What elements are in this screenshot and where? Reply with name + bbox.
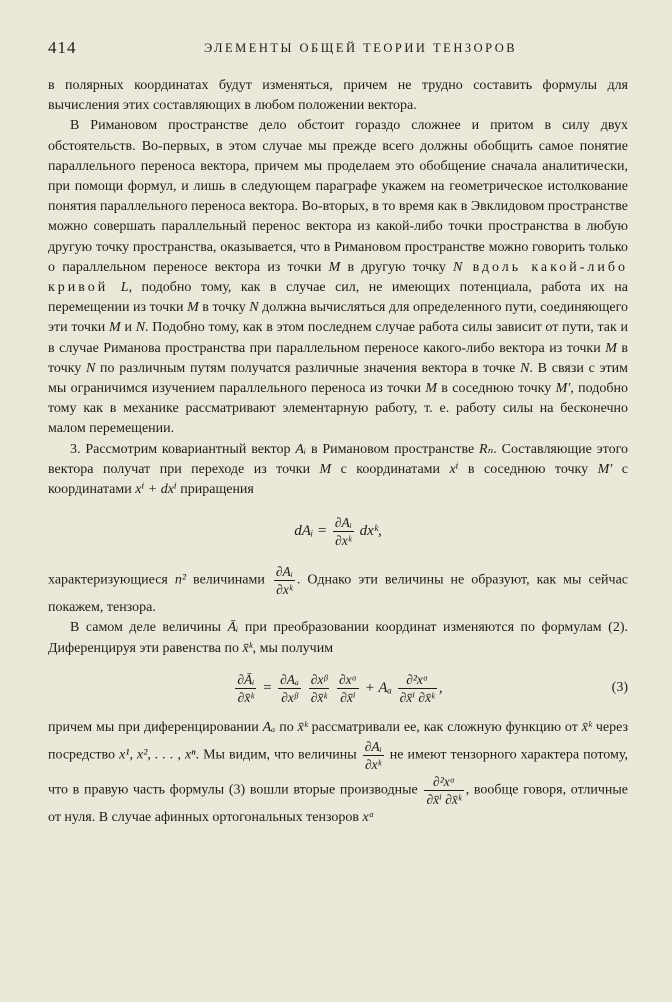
text: в другую точку (340, 259, 454, 275)
text: приращения (176, 482, 254, 498)
symbol-n-squared: n² (174, 572, 187, 588)
equation-3 (48, 671, 628, 706)
symbol-n: N (453, 259, 463, 275)
symbol-m-prime: M′ (555, 381, 571, 397)
text: в точку (198, 300, 250, 316)
page-number: 414 (48, 38, 77, 57)
text: рассматривали ее, как сложную функцию от (307, 719, 582, 735)
symbol-n: N (85, 360, 96, 376)
eq1-rhs: dxᵏ, (359, 523, 382, 540)
numerator: ∂xᵝ (310, 671, 328, 687)
eq1-lhs: dAᵢ = (294, 523, 328, 540)
paragraph-6 (48, 718, 628, 828)
fraction (235, 671, 256, 706)
text: в точку (48, 340, 628, 376)
text: 3. Рассмотрим ковариантный вектор (70, 441, 296, 457)
fraction (309, 671, 330, 706)
symbol-x-i: xⁱ (449, 461, 459, 477)
equation-1 (48, 514, 628, 549)
paragraph-1: в полярных координатах будут изменяться, причем не трудно составить формулы для вычисления этих составляющих в любом положении вектора. (48, 78, 628, 114)
text: В самом деле величины (70, 620, 228, 636)
numerator: ∂²xᵅ (424, 773, 463, 791)
symbol-m: M (319, 461, 332, 477)
page-header (48, 38, 628, 62)
text: , мы получим (252, 640, 334, 656)
text: в соседнюю точку (458, 461, 598, 477)
text: по (275, 719, 298, 735)
fraction (278, 671, 301, 706)
denominator: ∂xᵏ (276, 582, 293, 598)
text: по различным путям получатся различные значения вектора в точке (95, 360, 521, 376)
numerator: ∂Āᵢ (237, 671, 255, 687)
numerator: ∂Aᵢ (364, 739, 382, 755)
symbol-n: N (135, 320, 146, 336)
denominator: ∂x̄ᵏ (310, 689, 328, 705)
text: , подобно тому как в механике рассматривают элементарную работу, т. е. работу силы на бесконечно малом перемещении. (48, 381, 628, 437)
spaced-text: вдоль какой-либо кривой (48, 259, 628, 296)
numerator: ∂Aₐ (280, 671, 299, 687)
text: при преобразовании координат изменяются по формулам (2). Диференцируя эти равенства по (48, 620, 628, 656)
symbol-a-i: Aᵢ (295, 441, 307, 457)
text: характеризующиеся (48, 572, 175, 588)
fraction (337, 671, 359, 706)
plus-term: + Aₐ (364, 679, 392, 696)
paragraph-3 (48, 440, 628, 501)
denominator: ∂x̄ⁱ ∂x̄ᵏ (399, 689, 435, 705)
paragraph-4 (48, 563, 628, 618)
equals-sign: = (262, 679, 273, 696)
symbol-m: M (425, 381, 437, 397)
text: . В связи с этим мы ограничимся изучением параллельного переноса из точки (48, 360, 628, 397)
inline-fraction (424, 773, 463, 808)
page-body (48, 76, 628, 828)
inline-fraction (274, 563, 295, 598)
eq1-fraction (333, 514, 354, 549)
paragraph-2 (48, 116, 628, 439)
symbol-l: L (120, 280, 129, 296)
symbol-m: M (328, 259, 341, 275)
symbol-a-bar-i: Āᵢ (227, 620, 239, 636)
symbol-n: N (520, 360, 530, 376)
running-title: ЭЛЕМЕНТЫ ОБЩЕЙ ТЕОРИИ ТЕНЗОРОВ (204, 41, 518, 55)
symbol-r-n: Rₙ (479, 441, 494, 457)
numerator: ∂xᵅ (338, 671, 357, 687)
text: величинами (186, 572, 272, 588)
text: . Мы видим, что величины (195, 747, 361, 763)
fraction (398, 671, 437, 706)
text: . Подобно тому, как в этом последнем случае работа силы зависит от пути, так и в случае Риманова пространства при параллельном переносе какого-либо вектора из точки (48, 320, 629, 356)
text: и (120, 320, 136, 336)
text: в соседнюю точку (436, 381, 556, 397)
numerator: ∂Aᵢ (275, 564, 293, 580)
text: В Римановом пространстве дело обстоит гораздо сложнее и притом в силу двух обстоятельств. Во-первых, в этом случае мы прежде всего должны обобщить самое понятие параллельного переноса вектора, причем мы проделаем это обобщение сначала аналитически, при помощи формул, и лишь в следующем параграфе укажем на геометрическое истолкование понятия параллельного переноса вектора. Во-вторых, в то время как в Эвклидовом пространстве можно совершать параллельный перенос вектора из какой-либо точки пространства в любую другую точку пространства, оказывается, что в Римановом пространстве можно говорить только о параллельном переносе вектора из точки (48, 118, 628, 275)
symbol-x-list: x¹, x², . . . , xⁿ (119, 747, 196, 763)
text: в Римановом пространстве (306, 441, 480, 457)
numerator: ∂²xᵅ (398, 671, 437, 689)
inline-fraction (363, 738, 384, 773)
denominator: ∂x̄ⁱ ∂x̄ᵏ (426, 792, 462, 808)
equation-number: (3) (611, 680, 628, 696)
symbol-m: M (605, 340, 617, 356)
symbol-x-plus-dx: xⁱ + dxⁱ (135, 482, 177, 498)
denominator: ∂x̄ᵏ (237, 689, 255, 705)
symbol-x-bar-k: x̄ᵏ (297, 719, 308, 735)
symbol-x-alpha: xᵅ (362, 810, 375, 826)
denominator: ∂xᵝ (281, 689, 298, 705)
text: . Составляющие этого вектора получат при переходе из точки (48, 441, 628, 477)
text: через посредство (48, 719, 629, 763)
comma: , (438, 679, 443, 696)
text: , вообще говоря, отличные от нуля. В случае афинных ортогональных тензоров (48, 782, 628, 826)
text: должна вычисляться для определенного пути, соединяющего эти точки (48, 300, 629, 336)
symbol-x-bar-k: x̄ᵏ (242, 640, 253, 656)
symbol-n: N (249, 300, 259, 316)
text: с координатами (331, 461, 450, 477)
denominator: ∂xᵏ (335, 533, 352, 549)
text: с координатами (48, 461, 628, 498)
symbol-m: M (187, 300, 199, 316)
symbol-m-prime: M′ (597, 461, 613, 477)
symbol-x-bar-k: x̄ᵏ (581, 719, 592, 735)
text: причем мы при диференцировании (48, 719, 263, 735)
symbol-m: M (109, 320, 121, 336)
text: . Однако эти величины не образуют, как мы сейчас покажем, тензора. (48, 572, 628, 616)
denominator: ∂xᵏ (365, 757, 382, 773)
symbol-a-alpha: Aₐ (262, 719, 276, 735)
numerator: ∂Aᵢ (334, 515, 352, 531)
paragraph-5 (48, 618, 628, 658)
text: , подобно тому, как в случае сил, не имеющих потенциала, работа их на перемещении из точки (48, 280, 628, 316)
denominator: ∂x̄ⁱ (340, 689, 356, 705)
text: не имеют тензорного характера потому, что в правую часть формулы (3) вошли вторые производные (48, 747, 628, 798)
